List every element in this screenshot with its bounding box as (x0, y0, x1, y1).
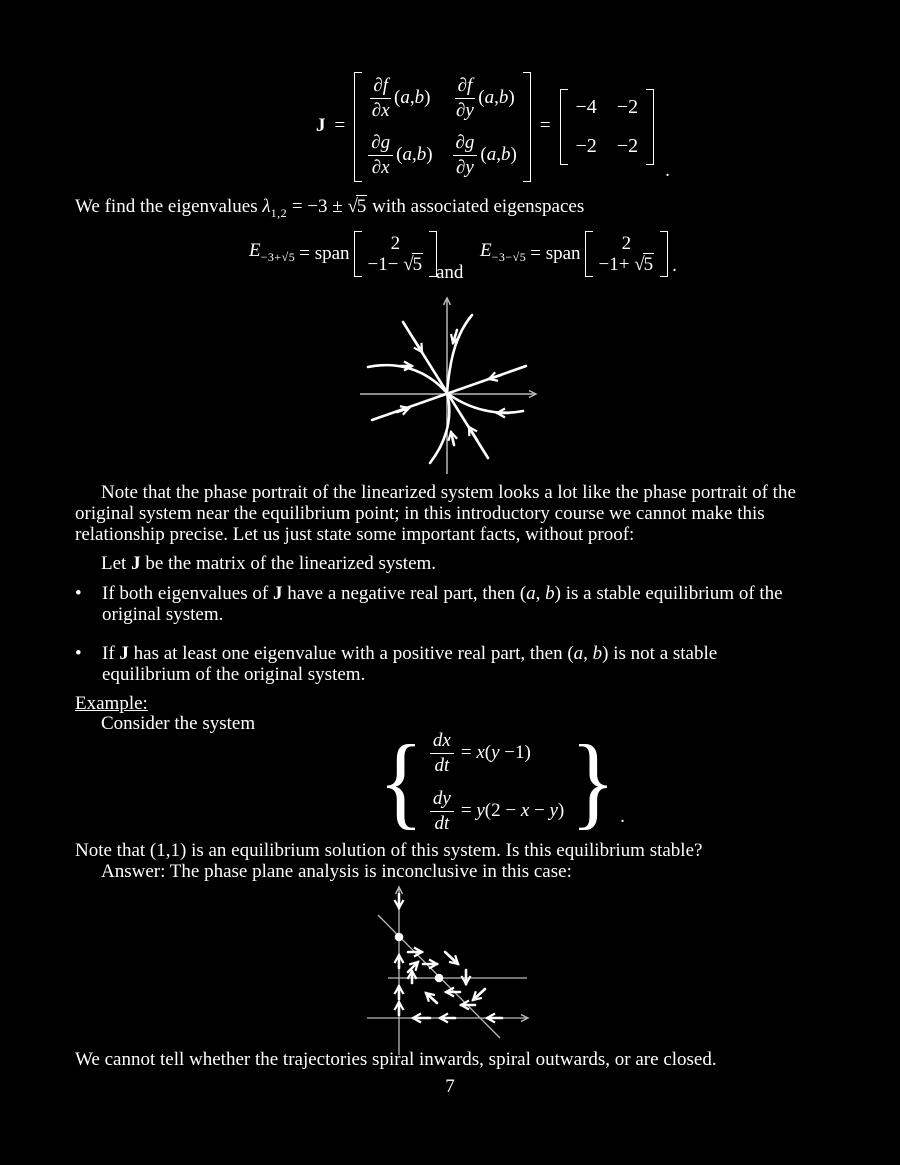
jacobian-matrix (354, 72, 531, 182)
bullet-text: If J has at least one eigenvalue with a positive real part, then (a, b) is not a stable equilibrium of the original system. (102, 643, 718, 685)
bullet-text: If both eigenvalues of J have a negative real part, then (a, b) is a stable equilibrium of the original system. (102, 583, 783, 625)
right-bracket (523, 72, 531, 182)
matrix-entry: −2 (616, 134, 639, 157)
trajectory-from-left (368, 365, 447, 393)
bullet-item-2 (75, 644, 805, 686)
phase-portrait-figure-1 (338, 290, 548, 480)
equals-sign: = (539, 115, 551, 137)
intro-paragraph: Note that the phase portrait of the linearized system looks a lot like the phase portrait of the original system near the equilibrium point; in this introductory course we cannot make this relationship precise. Let us just state some important facts, without proof: (75, 482, 796, 545)
matrix-entry: −4 (575, 96, 597, 119)
closing-line: We cannot tell whether the trajectories spiral inwards, spiral outwards, or are closed. (75, 1049, 717, 1070)
period: . (665, 159, 670, 181)
left-brace: { (378, 724, 424, 840)
arrow-up-left (426, 993, 437, 1003)
page-number: 7 (445, 1076, 455, 1097)
equilibrium-dot-0-2 (395, 933, 404, 942)
left-bracket (560, 89, 568, 165)
equilibrium-dot-1-1 (435, 974, 444, 983)
answer-line: Answer: The phase plane analysis is inconclusive in this case: (101, 861, 572, 882)
flow-arrowheads (397, 330, 509, 445)
jacobian-J-symbol: J (316, 115, 326, 137)
eigenspaces-row (0, 229, 900, 289)
arrow-down-right (445, 952, 458, 964)
equals-sign: = (334, 115, 346, 137)
bullet-item-1 (75, 584, 805, 626)
let-j-line: Let J be the matrix of the linearized system. (101, 553, 437, 574)
matrix-entry: −2 (616, 96, 639, 119)
matrix-cell-11: $\frac{\partial f}{\partial x}$ (a,b) (371, 75, 431, 121)
matrix-entry: −2 (575, 134, 597, 157)
jacobian-equation (316, 72, 670, 182)
bullet-icon: • (75, 583, 82, 604)
trajectory-from-top (447, 315, 472, 393)
bullet-icon: • (75, 643, 82, 664)
eigenvalue-line: We find the eigenvalues $\lambda_{1,2} = -3 \pm √5$ with associated eigenspaces (75, 196, 585, 220)
matrix-cell-12: $\frac{\partial f}{\partial y}$ (a,b) (456, 75, 515, 121)
and-label: and (436, 262, 464, 283)
numeric-matrix (560, 89, 655, 165)
matrix-cell-21: $\frac{\partial g}{\partial x}$ (a,b) (368, 133, 432, 178)
eigenspace-1: $E_{-3+√5}$ = span 2 −1− √5 (249, 231, 437, 277)
phase-plane-figure-2 (358, 878, 540, 1060)
matrix-cell-22: $\frac{\partial g}{\partial y}$ (a,b) (453, 133, 517, 178)
example-heading: Example: (75, 693, 148, 714)
system-equations (376, 724, 625, 840)
period: . (620, 805, 625, 827)
direction-field-arrows (399, 894, 502, 1018)
right-bracket (646, 89, 654, 165)
ode-1: $\frac{dx}{dt}$ = x(y −1) (430, 731, 564, 776)
example-intro: Consider the system (101, 713, 256, 734)
left-bracket (354, 72, 362, 182)
eigenspace-2: $E_{-3-√5}$ = span 2 −1+ √5 . (480, 233, 677, 277)
note-line: Note that (1,1) is an equilibrium solution of this system. Is this equilibrium stable? (75, 840, 703, 861)
arrow-down-left (473, 989, 485, 1000)
ode-2: $\frac{dy}{dt}$ = y(2 − x − y) (430, 789, 564, 834)
right-brace: } (570, 724, 616, 840)
